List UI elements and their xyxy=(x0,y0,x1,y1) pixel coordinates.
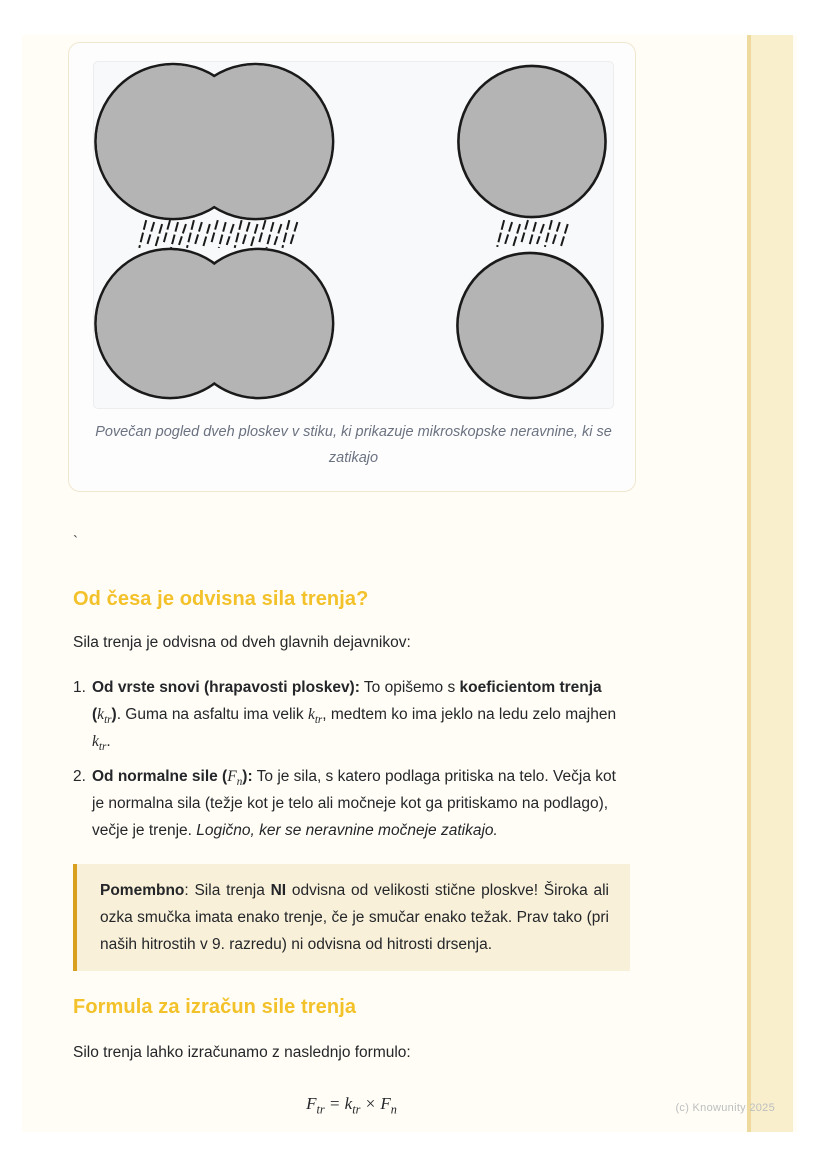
left-bottom-surface xyxy=(95,249,333,398)
copyright-watermark: (c) Knowunity 2025 xyxy=(675,1102,775,1114)
callout-text: Pomembno: Sila trenja NI odvisna od velikosti stične ploskve! Široka ali ozka smučka imata enako trenje, če je smučar enako težak. Prav tako (pri naših hitrostih v 9. razredu) ni odvisna od hitrosti drsenja. xyxy=(100,882,609,953)
intro-paragraph: Sila trenja je odvisna od dveh glavnih dejavnikov: xyxy=(73,634,411,651)
right-accent-band xyxy=(747,35,793,1132)
list-text: Od normalne sile $(F_n)$: To je sila, s katero podlaga pritiska na telo. Večja kot je normalna sila (težje kot je telo ali močneje kot ga pritiskamo na podlago), večje je trenje. Logično, ker se neravnine močneje zatikajo. xyxy=(92,768,616,839)
left-asperity-hatching xyxy=(139,220,297,248)
right-bottom-surface xyxy=(457,253,602,398)
list-text: Od vrste snovi (hrapavosti ploskev): To opišemo s koeficientom trenja $(k_{tr})$. Guma na asfaltu ima velik $k_{tr}$, medtem ko ima jeklo na ledu zelo majhen $k_{tr}$. xyxy=(92,679,617,754)
figure-card xyxy=(68,42,636,492)
left-top-surface xyxy=(95,64,333,219)
figure-caption: Povečan pogled dveh ploskev v stiku, ki prikazuje mikroskopske neravnine, ki se zatikajo xyxy=(95,424,612,466)
friction-formula: $F_{tr} = k_{tr} \times F_n$ xyxy=(306,1094,397,1117)
section-heading-friction-factors: Od česa je odvisna sila trenja? xyxy=(73,588,369,610)
right-asperity-hatching xyxy=(497,220,568,247)
factors-list xyxy=(73,674,630,844)
friction-microscopic-figure xyxy=(93,61,614,409)
list-number: 1. xyxy=(73,679,86,696)
list-item xyxy=(73,674,630,755)
stray-backtick: ` xyxy=(73,533,78,550)
list-item xyxy=(73,763,630,844)
friction-figure-svg xyxy=(94,62,613,408)
list-number: 2. xyxy=(73,768,86,785)
formula-intro-paragraph: Silo trenja lahko izračunamo z naslednjo formulo: xyxy=(73,1044,411,1061)
right-top-surface xyxy=(458,66,605,217)
section-heading-formula: Formula za izračun sile trenja xyxy=(73,996,357,1018)
important-callout xyxy=(73,864,630,971)
